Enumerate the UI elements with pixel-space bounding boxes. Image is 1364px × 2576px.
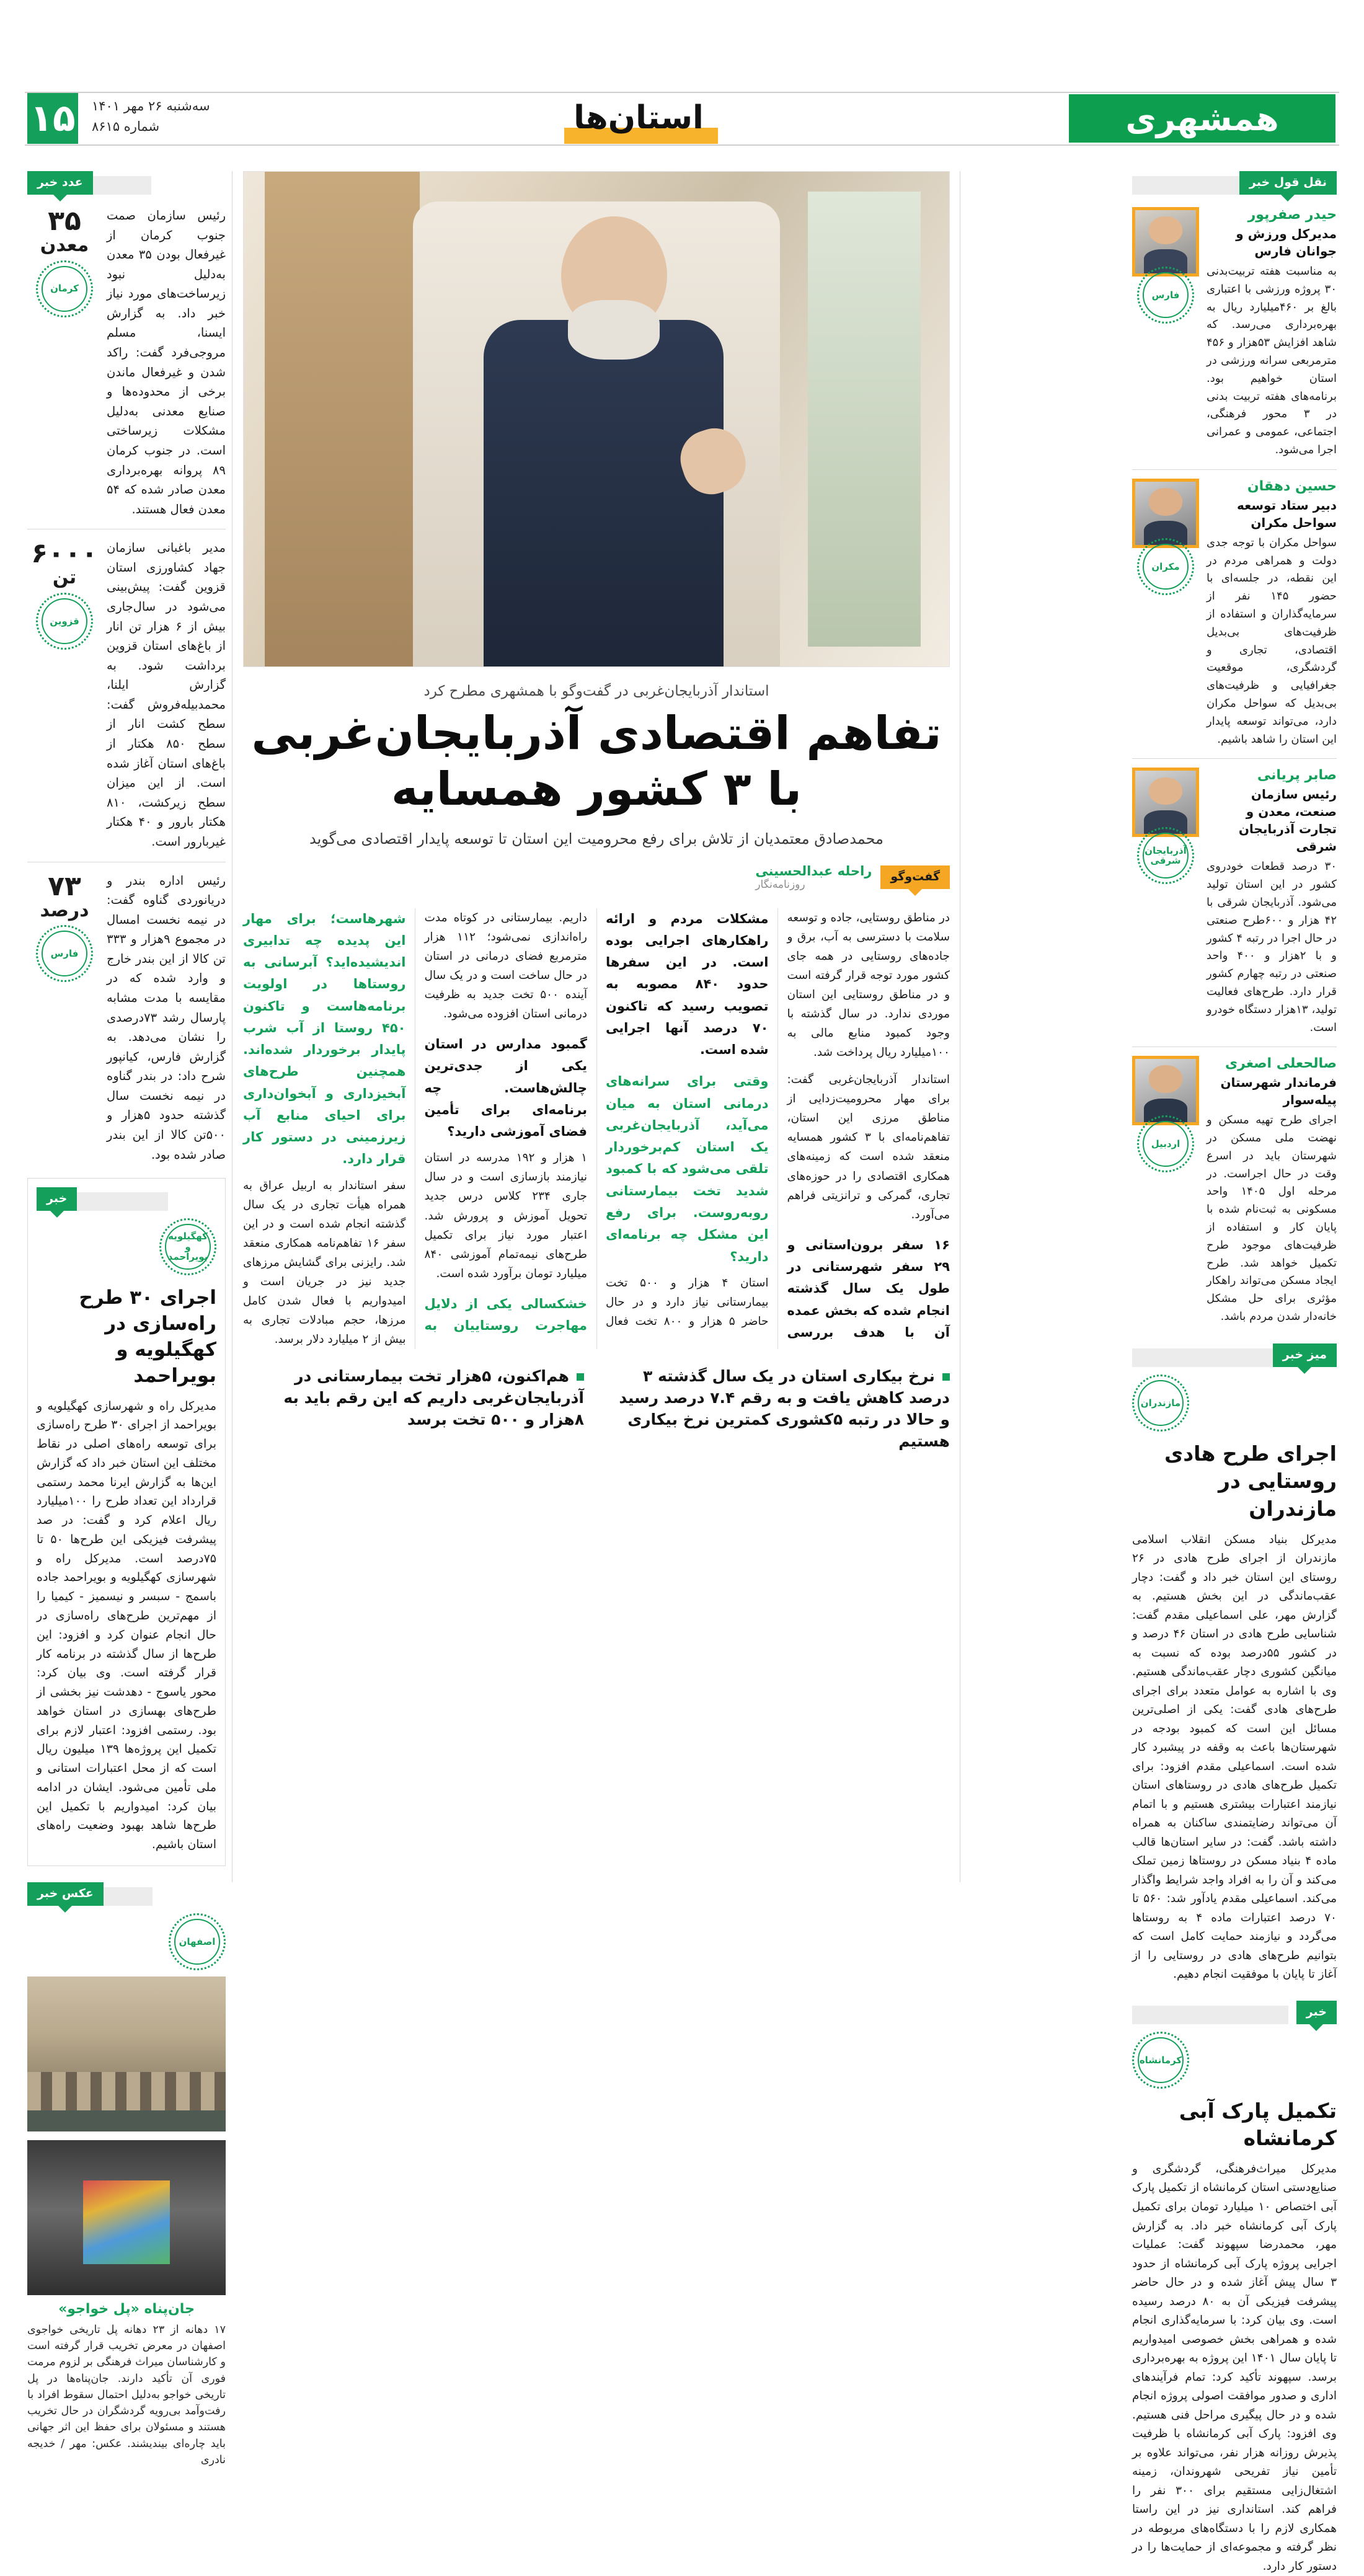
reporter-name: راحله عبدالحسینی — [755, 863, 872, 879]
section-title: استان‌ها — [574, 99, 704, 136]
badge-adad-khabar: عدد خبر — [27, 171, 93, 195]
portrait-photo — [1132, 479, 1199, 548]
badge-naghl-ghol-khabar: نقل قول خبر — [1239, 171, 1337, 195]
photo-caption-title: جان‌پناه «پل خواجو» — [58, 2301, 195, 2317]
stat-text: رئیس سازمان صمت جنوب کرمان از غیرفعال بودن ۳۵ معدن به‌دلیل نبود زیرساخت‌های مورد نیاز خبر داد. به گزارش ایسنا، مسلم مروجی‌فرد گفت: راکد شدن و غیرفعال ماندن برخی از محدوده‌ها و صنایع معدنی به‌دلیل مشکلات زیرساختی است. در جنوب کرمان ۸۹ پروانه بهره‌برداری معدن صادر شده که ۵۴ معدن فعال هستند. — [107, 208, 226, 516]
province-seal — [169, 1913, 226, 1970]
stat-number-group — [27, 207, 102, 317]
province-seal-label: مازندران — [1138, 1380, 1184, 1426]
province-seal-label: کرمان — [42, 266, 87, 312]
card-badge-bar — [37, 1187, 216, 1215]
brief-item — [243, 1365, 584, 1452]
numbers-badge-bar — [27, 171, 226, 198]
photo-caption: ۱۷ دهانه از ۲۳ دهانه پل تاریخی خواجوی اصفهان در معرض تخریب قرار گرفته است و کارشناسان میراث فرهنگی بر لزوم مرمت فوری آن تأکید دارند. جان‌پناه‌ها در پل تاریخی خواجو به‌دلیل احتمال سقوط افراد با رفت‌وآمد بی‌رویه گردشگران در حال تخریب هستند و مسئولان برای حفظ این اثر جهانی باید چاره‌ای بیندیشند. عکس: مهر / خدیجه نادری — [27, 2323, 226, 2466]
stat-number-group — [27, 872, 102, 983]
province-seal-label: مکران — [1143, 544, 1189, 590]
lead-body — [243, 908, 950, 1350]
quote-person-role: فرماندار شهرستان پیله‌سوار — [1220, 1075, 1337, 1108]
publication-date: سه‌شنبه ۲۶ مهر ۱۴۰۱ — [92, 99, 210, 113]
masthead — [0, 0, 1364, 140]
stat-unit: درصد — [40, 899, 89, 921]
brief-title: هم‌اکنون، ۵هزار تخت بیمارستانی در آذربایجان‌غربی داریم که این رقم باید به ۸هزار و ۵۰۰ تخت برسد — [283, 1367, 584, 1429]
lead-paragraph: استان ۴ هزار و ۵۰۰ تخت بیمارستانی نیاز دارد و در حال حاضر ۵ هزار و ۸۰۰ تخت فعال داریم. بیمارستانی در کوتاه مدت راه‌اندازی نمی‌شود؛ ۱۱۲ هزار مترمربع فضای درمانی در استان در حال ساخت است و در یک سال آینده ۵۰۰ تخت جدید به ظرفیت درمانی استان افزوده می‌شود. — [424, 911, 769, 1328]
badge-goftogoo: گفت‌وگو — [880, 865, 950, 889]
photo-interior — [27, 2140, 226, 2295]
quote-portrait-wrap — [1132, 207, 1199, 324]
left-news-card — [27, 1178, 226, 1866]
province-seal — [1137, 1115, 1194, 1172]
section-badge-bar — [1132, 2001, 1337, 2028]
quote-text-wrap — [1207, 1056, 1337, 1326]
section-title: تکمیل پارک آبی کرمانشاه — [1179, 2098, 1337, 2151]
quote-badge-bar — [1132, 171, 1337, 198]
quote-item — [1132, 1056, 1337, 1326]
quote-body: به مناسبت هفته تربیت‌بدنی ۳۰ پروژه ورزشی با اعتباری بالغ بر ۴۶۰میلیارد ریال به بهره‌برداری می‌رسد. که شاهد افزایش ۵۳هزار و ۴۵۶ مترمربعی سرانه ورزشی در استان خواهیم بود. برنامه‌های هفته تربیت بدنی در ۳ محور فرهنگی، اجتماعی، عمومی و عمرانی اجرا می‌شود. — [1207, 265, 1337, 456]
stat-number: ۷۳ — [48, 870, 81, 902]
stat-item — [27, 206, 226, 519]
stat-number: ۳۵ — [48, 205, 81, 237]
province-seal-label: آذربایجان شرقی — [1143, 833, 1189, 879]
province-seal — [1137, 267, 1194, 324]
lead-paragraph: در مناطق روستایی، جاده و توسعه سلامت با دسترسی به آب، برق و جاده‌های روستایی در همه جای کشور مورد توجه قرار گرفته است و در مناطق روستایی این استان موردی ندارد. در سال گذشته با وجود کمبود منابع مالی به ۱۰۰میلیارد ریال پرداخت شد. — [787, 911, 950, 1060]
reporter-byline — [755, 864, 872, 891]
quote-item — [1132, 207, 1337, 459]
brand-logo — [1069, 94, 1335, 143]
lead-headline: تفاهم اقتصادی آذربایجان‌غربی با ۳ کشور همسایه — [251, 707, 942, 817]
province-seal — [1132, 1374, 1189, 1432]
lead-paragraph: ۱ هزار و ۱۹۲ مدرسه در استان نیازمند بازسازی است و در سال جاری ۲۳۴ کلاس درس جدید تحویل آموزش و پرورش شد. اعتبار مورد نیاز برای تکمیل طرح‌های نیمه‌تمام آموزشی ۸۴۰ میلیارد تومان برآورد شده است. — [424, 1151, 587, 1280]
lead-article — [243, 171, 950, 1452]
card-title: اجرای ۳۰ طرح راه‌سازی در کهگیلویه و بویراحمد — [79, 1286, 216, 1387]
card-body: مدیرکل راه و شهرسازی کهگیلویه و بویراحمد از اجرای ۳۰ طرح راه‌سازی برای توسعه راه‌های اصلی در نقاط مختلف این استان خبر داد که گزارش این‌ها به گزارش ایرنا محمد رستمی قرارداد این تعداد طرح را ۱۰۰میلیارد ریال اعلام کرد و گفت: در صد پیشرفت فیزیکی این طرح‌ها ۵۰ تا ۷۵درصد است. مدیرکل راه و شهرسازی کهگیلویه و بویراحمد جاده باسمج - سبسر و نیسمیز - کیمیا را از مهم‌ترین طرح‌های راه‌سازی در حال انجام عنوان کرد و افزود: این طرح‌ها از سال گذشته در برنامه کار قرار گرفته است. وی بیان کرد: محور یاسوج - دهدشت نیز بخشی از طرح‌های بهسازی در استان خواهد بود. رستمی افزود: اعتبار لازم برای تکمیل این پروژه‌ها ۱۳۹ میلیون ریال است که از محل اعتبارات استانی و ملی تأمین می‌شود. ایشان در ادامه بیان کرد: امیدواریم با تکمیل این طرح‌ها شاهد بهبود وضعیت راه‌های استان باشیم. — [37, 1399, 216, 1852]
quote-text-wrap — [1207, 479, 1337, 749]
quote-item — [1132, 479, 1337, 749]
badge-khabar: خبر — [37, 1187, 77, 1211]
photo-news-block — [27, 1882, 226, 2468]
quote-portrait-wrap — [1132, 1056, 1199, 1172]
quote-person-role: رئیس سازمان صنعت، معدن و تجارت آذربایجان شرقی — [1238, 787, 1337, 854]
quote-person-name: صالحعلی اصغری — [1224, 1056, 1337, 1072]
page-number-badge: ۱۵ — [27, 93, 78, 144]
province-seal-label: اصفهان — [174, 1919, 220, 1965]
right-section — [1132, 2001, 1337, 2576]
stat-text: رئیس اداره بندر و دریانوردی گناوه گفت: در نیمه نخست امسال در مجموع ۹هزار و ۳۳۳ تن کالا از این بندر خارج و وارد شده که در مقایسه با مدت مشابه پارسال رشد ۷۳درصدی را نشان می‌دهد. به گزارش فارس، کیانپور شرح داد: در بندر گناوه در نیمه نخست سال گذشته حدود ۵هزار و ۵۰۰تن کالا از این بندر صادر شده بود. — [107, 873, 226, 1162]
badge-aks-khabar: عکس خبر — [27, 1882, 104, 1906]
quote-body: ۳۰ درصد قطعات خودروی کشور در این استان تولید می‌شود. آذربایجان شرقی با ۴۲ هزار و ۶۰۰طرح صنعتی در حال اجرا در رتبه ۴ کشور و با ۲هزار و ۴۰۰ واحد صنعتی در رتبه چهارم کشور قرار دارد. طرح‌های فعالیت تولید، ۱۳هزار دستگاه خودرو است. — [1207, 860, 1337, 1034]
lead-kicker: استاندار آذربایجان‌غربی در گفت‌وگو با همشهری مطرح کرد — [423, 683, 769, 699]
province-seal — [36, 260, 93, 317]
section-body: مدیرکل بنیاد مسکن انقلاب اسلامی مازندران از اجرای طرح هادی در ۲۶ روستای این استان خبر داد و گفت: دچار عقب‌ماندگی در این بخش هستیم. به گزارش مهر، علی اسماعیلی مقدم گفت: شناسایی طرح هادی در استان ۴۶ درصد و در کشور ۵۵درصد بوده که نسبت به میانگین کشوری دچار عقب‌ماندگی هستیم. وی با اشاره به عوامل متعدد برای اجرای طرح‌های هادی گفت: یکی از اصلی‌ترین مسائل این است که کمبود بودجه در شهرستان‌ها باعث به وقفه در پیشبرد کار شده است. اسماعیلی مقدم افزود: برای تکمیل طرح‌های هادی در روستاهای استان نیازمند اعتبارات بیشتری هستیم و با اتمام آن می‌تواند رضایتمندی ساکنان به همراه داشته باشد. گفت: در سایر استان‌ها قالب ماده ۴ بنیاد مسکن در روستاها زمین تملک می‌کند و آن را به افراد واجد شرایط واگذار می‌کند. اسماعیلی مقدم یادآور شد: ۵۶۰ تا ۷۰ درصد اعتبارات ماده ۴ به روستاها می‌گردد و نیازمند حمایت کامل است که بتوانیم طرح‌های هادی در روستایی را از آغاز تا پایان با موفقیت انجام دهیم. — [1132, 1533, 1337, 1981]
publication-date-block — [92, 96, 222, 136]
lead-photo — [243, 171, 950, 667]
province-seal — [159, 1218, 216, 1275]
right-section — [1132, 1343, 1337, 1985]
bullet-icon — [942, 1373, 950, 1381]
stat-item — [27, 538, 226, 851]
quote-person-role: دبیر ستاد توسعه سواحل مکران — [1236, 497, 1337, 530]
bullet-icon — [577, 1373, 584, 1381]
left-sidebar — [27, 171, 226, 2468]
issue-number: شماره ۸۶۱۵ — [92, 118, 160, 134]
brief-title: نرخ بیکاری استان در یک سال گذشته ۳ درصد کاهش یافت و به رقم ۷.۴ درصد رسید و حالا در رتبه ۵کشوری کمترین نرخ بیکاری هستیم — [619, 1367, 950, 1451]
divider — [1132, 758, 1337, 759]
lead-paragraph: استاندار آذربایجان‌غربی گفت: برای مهار محرومیت‌زدایی از مناطق مرزی این استان، تفاهم‌نامه‌ای با ۳ کشور همسایه منعقد شده است که زمینه‌های همکاری اقتصادی را در حوزه‌های تجاری، گمرکی و ترانزیتی فراهم می‌آورد. — [787, 1073, 950, 1221]
section-title: اجرای طرح هادی روستایی در مازندران — [1164, 1441, 1337, 1521]
quote-portrait-wrap — [1132, 479, 1199, 595]
reporter-role: روزنامه‌نگار — [755, 878, 805, 891]
section-body: مدیرکل میراث‌فرهنگی، گردشگری و صنایع‌دستی استان کرمانشاه از تکمیل پارک آبی اختصاص ۱۰ میلیارد تومان برای تکمیل پارک آبی کرمانشاه خبر داد. به گزارش مهر، محمدرضا سپهوند گفت: عملیات اجرایی پروژه پارک آبی کرمانشاه از حدود ۳ سال پیش آغاز شده و در حال حاضر پیشرفت فیزیکی آن به ۸۰ درصد رسیده است. وی بیان کرد: با سرمایه‌گذاری انجام شده و همراهی بخش خصوصی امیدواریم تا پایان سال ۱۴۰۱ این پروژه به بهره‌برداری برسد. سپهوند تأکید کرد: تمام فرآیندهای اداری و صدور موافقت اصولی پروژه انجام شده و در حال پیگیری مراحل فنی هستیم. وی افزود: پارک آبی کرمانشاه با ظرفیت پذیرش روزانه هزار نفر، می‌تواند علاوه بر تأمین نیاز تفریحی شهروندان، زمینه اشتغال‌زایی مستقیم برای ۳۰۰ نفر را فراهم کند. استانداری نیز در این راستا همکاری لازم را با دستگاه‌های مربوطه در نظر گرفته و مجموعه‌ای از حمایت‌ها را در دستور کار دارد. — [1132, 2162, 1337, 2573]
quote-item — [1132, 768, 1337, 1037]
right-sidebar — [1132, 171, 1337, 2576]
divider — [1132, 469, 1337, 470]
section-badge-bar — [1132, 1343, 1337, 1371]
lead-subheading: گمبود مدارس در استان یکی از جدی‌ترین چالش‌هاست. چه برنامه‌ای برای تأمین فضای آموزشی دارید؟ — [424, 1037, 587, 1140]
quote-person-role: مدیرکل ورزش و جوانان فارس — [1236, 226, 1337, 259]
province-seal-label: کرمانشاه — [1138, 2037, 1184, 2083]
stat-unit: تن — [52, 567, 77, 589]
quote-body: سواحل مکران با توجه جدی دولت و همراهی مردم در این نقطه، در جلسه‌ای با حضور ۱۴۵ نفر از سرمایه‌گذاران و استفاده از ظرفیت‌های بی‌بدیل اقتصادی، تجاری و گردشگری، موقعیت جغرافیایی و ظرفیت‌های بی‌بدیل که سواحل مکران دارد، می‌تواند توسعه پایدار این استان را شاهد باشیم. — [1207, 536, 1337, 746]
province-seal — [1137, 827, 1194, 884]
brief-item — [609, 1365, 950, 1452]
lead-subhead: محمدصادق معتمدیان از تلاش برای رفع محرومیت این استان تا توسعه پایدار اقتصادی می‌گوید — [309, 830, 884, 848]
brand-logo-text: همشهری — [1125, 99, 1279, 138]
lead-subheading: وقتی برای سرانه‌های درمانی استان به میان می‌آید، آذربایجان‌غربی یک استان کم‌برخوردار تلقی می‌شود که با کمبود شدید تخت بیمارستانی روبه‌روست. برای رفع این مشکل چه برنامه‌ای دارید؟ — [606, 1074, 769, 1264]
quote-text-wrap — [1207, 207, 1337, 459]
lead-paragraph: سفر استاندار به اربیل عراق به همراه هیأت تجاری در یک سال گذشته انجام شده است و در این سفر ۱۶ تفاهم‌نامه همکاری منعقد شد. رایزنی برای گشایش مرزهای جدید نیز در جریان است و امیدواریم با فعال شدن کامل مرزها، حجم مبادلات تجاری به بیش از ۲ میلیارد دلار برسد. — [243, 1179, 406, 1347]
quote-person-name: صابر پریانی — [1257, 768, 1337, 784]
quote-text-wrap — [1207, 768, 1337, 1037]
province-seal — [36, 593, 93, 650]
lead-subheading: خشکسالی یکی از دلایل مهاجرت روستاییان به شهرهاست؛ برای مهار این پدیده چه تدابیری اندیشیده‌اید؟ آبرسانی به روستاها در اولویت برنامه‌هاست و تاکنون ۴۵۰ روستا از آب شرب پایدار برخوردار شده‌اند. همچنین طرح‌های آبخیزداری و آبخوان‌داری برای احیای منابع آب زیرزمینی در دستور کار قرار دارد. — [243, 911, 587, 1334]
province-seal — [36, 925, 93, 982]
photo-bridge — [27, 1976, 226, 2131]
photo-badge-bar — [27, 1882, 226, 1910]
province-seal — [1137, 538, 1194, 595]
province-seal-label: فارس — [1143, 272, 1189, 318]
quote-person-name: حیدر صفرپور — [1247, 207, 1337, 223]
province-seal-label: فارس — [42, 931, 87, 976]
badge-khabar: خبر — [1296, 2001, 1337, 2024]
badge-miz-khabar: میز خبر — [1273, 1343, 1337, 1367]
lead-subheading: ۱۶ سفر برون‌استانی و ۲۹ سفر شهرستانی در طول یک سال گذشته انجام شده که بخش عمده آن با هدف بررسی مشکلات مردم و ارائه راهکارهای اجرایی بوده است. در این سفرها حدود ۸۴۰ مصوبه به تصویب رسید که تاکنون ۷۰ درصد آنها اجرایی شده است. — [606, 911, 950, 1340]
section-title-wrap — [546, 93, 732, 146]
stat-item — [27, 871, 226, 1165]
stat-text: مدیر باغبانی سازمان جهاد کشاورزی استان قزوین گفت: پیش‌بینی می‌شود در سال‌جاری بیش از ۶ هزار تن انار از باغ‌های استان قزوین برداشت شود. به گزارش ایلنا، محمدبیله‌فروش گفت: سطح کشت انار از سطح ۸۵۰ هکتار از باغ‌های استان آغاز شده است. از این میزان سطح زیرکشت، ۸۱۰ هکتار بارور و ۴۰ هکتار غیربارور است. — [107, 541, 226, 849]
province-seal-label: کهگیلویه و بویراحمد — [165, 1224, 211, 1270]
province-seal — [1132, 2032, 1189, 2089]
quote-person-name: حسین دهقان — [1247, 478, 1337, 494]
quote-body: اجرای طرح تهیه مسکن و نهضت ملی مسکن در شهرستان باید در اسرع وقت در حال اجراست. در مرحله اول ۱۴۰۵ واحد مسکونی به ثبت‌نام شده با پایان کار و استفاده از ظرفیت‌های موجود طرح تکمیل خواهد شد. طرح ایجاد مسکن می‌تواند راهکار مؤثری برای حل مشکل خانه‌دار شدن مردم باشد. — [1207, 1113, 1337, 1324]
province-seal-label: اردبیل — [1143, 1121, 1189, 1167]
stat-unit: معدن — [40, 234, 89, 257]
stat-number: ۶۰۰۰ — [31, 538, 98, 570]
quote-portrait-wrap — [1132, 768, 1199, 884]
province-seal-label: قزوین — [42, 598, 87, 644]
stat-number-group — [27, 539, 102, 650]
